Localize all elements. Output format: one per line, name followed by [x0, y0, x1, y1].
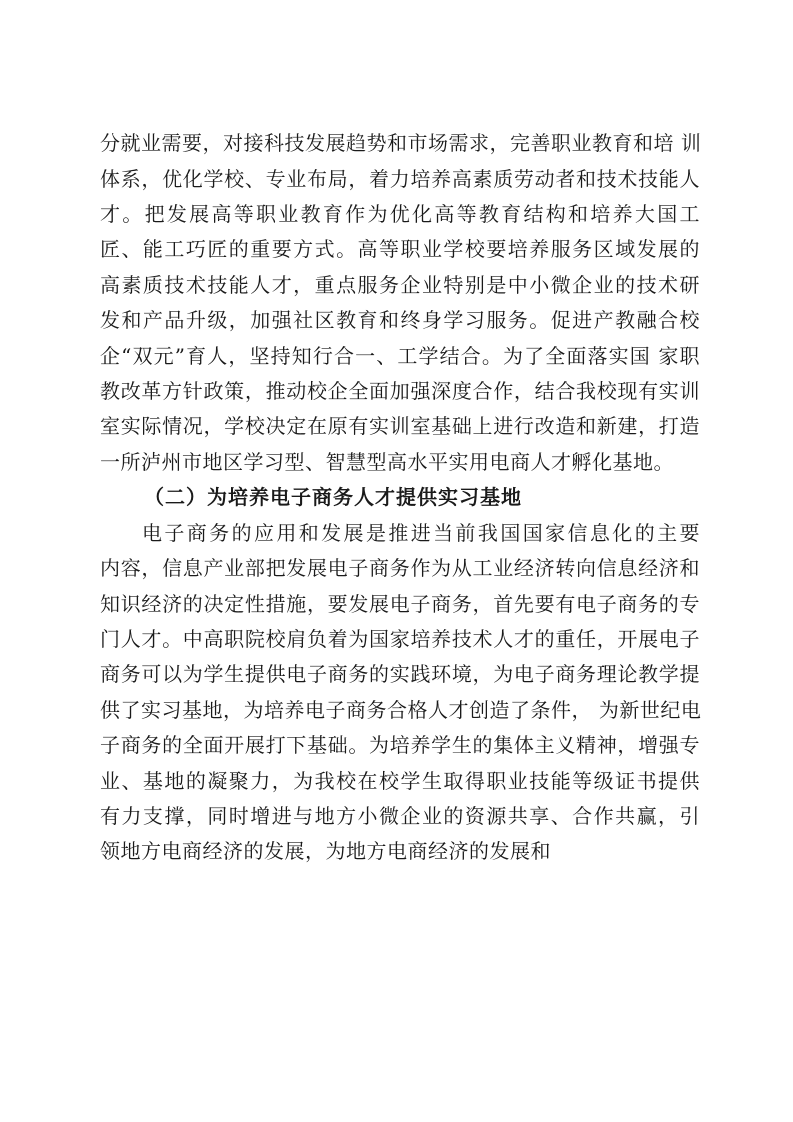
paragraph-2-line: 有力支撑，同时增进与地方小微企业的资源共享、合作共赢，引	[100, 804, 700, 828]
section-heading: （二）为培养电子商务人才提供实习基地	[144, 485, 522, 509]
paragraph-1-line: 一所泸州市地区学习型、智慧型高水平实用电商人才孵化基地。	[100, 450, 674, 474]
paragraph-2-line: 商务可以为学生提供电子商务的实践环境，为电子商务理论教学提	[100, 662, 700, 686]
paragraph-1-line: 匠、能工巧匠的重要方式。高等职业学校要培养服务区域发展的	[100, 237, 700, 261]
paragraph-1-line: 企“双元”育人，坚持知行合一、工学结合。为了全面落实国 家职	[100, 344, 700, 368]
paragraph-2-line: 子商务的全面开展打下基础。为培养学生的集体主义精神，增强专	[100, 733, 700, 757]
paragraph-1-line: 才。把发展高等职业教育作为优化高等教育结构和培养大国工	[100, 202, 700, 226]
paragraph-1-line: 高素质技术技能人才，重点服务企业特别是中小微企业的技术研	[100, 273, 700, 297]
paragraph-1-line: 室实际情况，学校决定在原有实训室基础上进行改造和新建，打造	[100, 414, 700, 438]
paragraph-1-line: 体系，优化学校、专业布局，着力培养高素质劳动者和技术技能人	[100, 167, 700, 191]
paragraph-2-line: 内容，信息产业部把发展电子商务作为从工业经济转向信息经济和	[100, 556, 700, 580]
paragraph-2-line: 门人才。中高职院校肩负着为国家培养技术人才的重任，开展电子	[100, 627, 700, 651]
paragraph-2-line: 知识经济的决定性措施，要发展电子商务，首先要有电子商务的专	[100, 592, 700, 616]
paragraph-1-line: 发和产品升级，加强社区教育和终身学习服务。促进产教融合校	[100, 308, 700, 332]
paragraph-2-line: 领地方电商经济的发展，为地方电商经济的发展和	[100, 839, 551, 863]
paragraph-2-line: 电子商务的应用和发展是推进当前我国国家信息化的主要	[142, 521, 700, 545]
paragraph-1-line: 分就业需要，对接科技发展趋势和市场需求，完善职业教育和培 训	[100, 131, 702, 155]
paragraph-1-line: 教改革方针政策，推动校企全面加强深度合作，结合我校现有实训	[100, 379, 700, 403]
paragraph-2-line: 供了实习基地，为培养电子商务合格人才创造了条件， 为新世纪电	[100, 698, 702, 722]
paragraph-2-line: 业、基地的凝聚力，为我校在校学生取得职业技能等级证书提供	[100, 769, 700, 793]
